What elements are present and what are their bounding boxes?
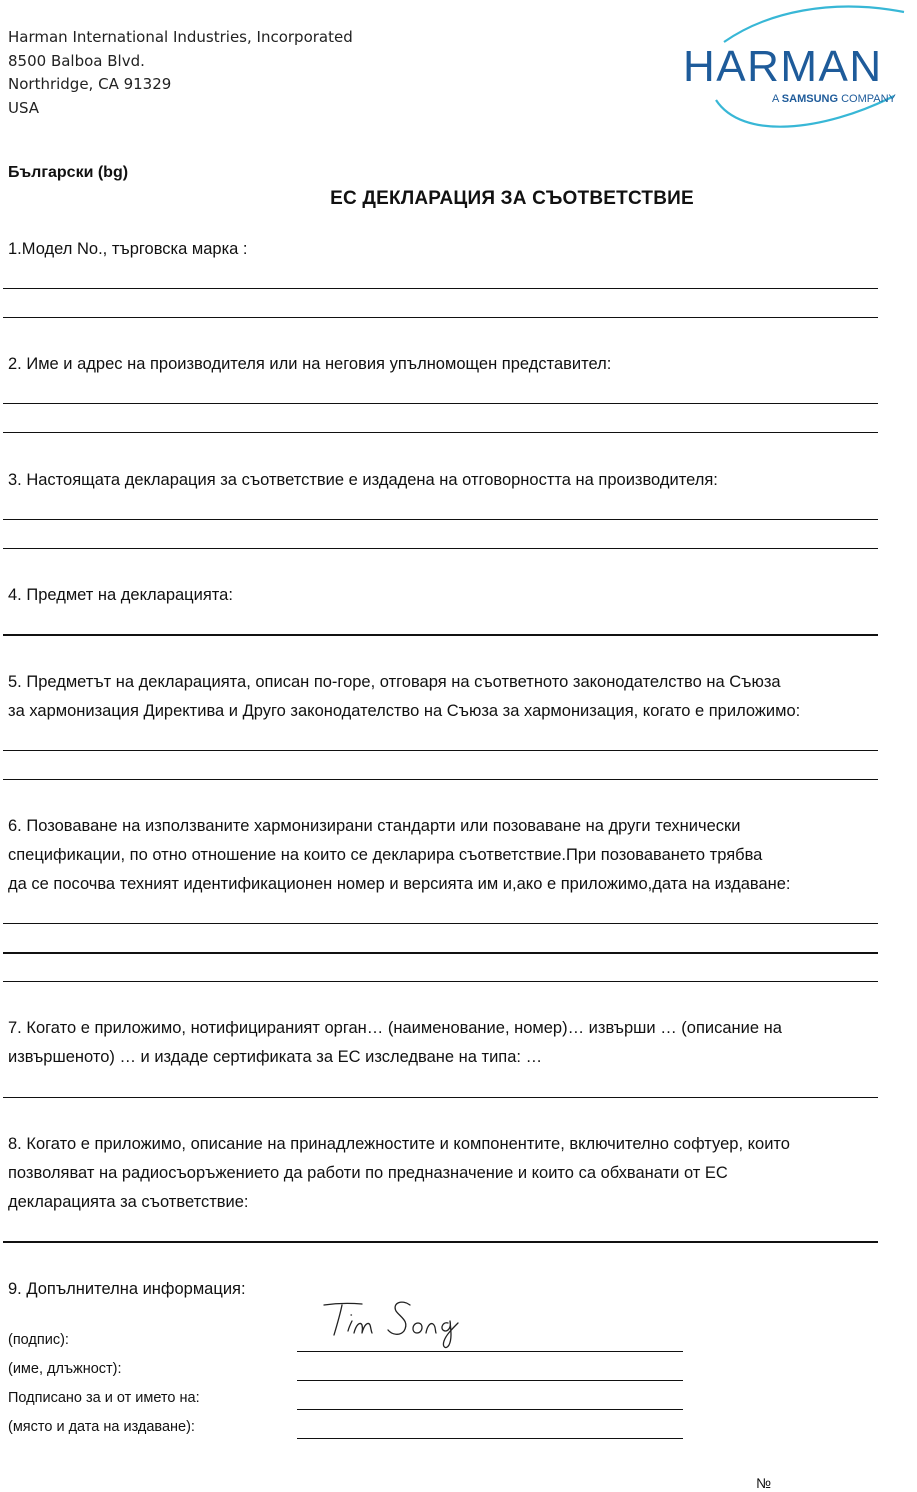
item-3-line-1 xyxy=(3,519,878,520)
item-9-text: 9. Допълнителна информация: xyxy=(8,1280,246,1298)
name-title-label: (име, длъжност): xyxy=(8,1361,122,1377)
logo-tagline: A SAMSUNG COMPANY xyxy=(772,93,896,105)
item-8-line-1 xyxy=(3,1241,878,1243)
harman-logo xyxy=(672,0,917,132)
item-6-line-c: да се посочва техният идентификационен номер и версията им и,ако е приложимо,дата на издаване: xyxy=(8,875,791,893)
language-label: Български (bg) xyxy=(8,164,129,181)
page-title: ЕС ДЕКЛАРАЦИЯ ЗА СЪОТВЕТСТВИЕ xyxy=(330,188,694,209)
item-6-line-a: 6. Позоваване на използваните хармонизирани стандарти или позоваване на други технически xyxy=(8,817,741,835)
address-line: 8500 Balboa Blvd. xyxy=(8,51,145,70)
item-7-line-b: извършеното) … и издаде сертификата за ЕС изследване на типа: … xyxy=(8,1048,543,1066)
item-6-line-3 xyxy=(3,981,878,982)
item-2-line-1 xyxy=(3,403,878,404)
item-8-line-a: 8. Когато е приложимо, описание на принадлежностите и компонентите, включително софтуер, които xyxy=(8,1135,790,1153)
item-5-line-1 xyxy=(3,750,878,751)
address-line: Northridge, CA 91329 xyxy=(8,75,172,93)
address-line: Harman International Industries, Incorporated xyxy=(8,28,353,46)
item-4-line-1 xyxy=(3,634,878,636)
place-date-line xyxy=(297,1438,683,1439)
item-6-line-b: спецификации, по отно отношение на които се декларира съответствие.При позоваването трябва xyxy=(8,846,763,864)
logo-wordmark: HARMAN xyxy=(683,42,883,91)
place-date-label: (място и дата на издаване): xyxy=(8,1419,195,1435)
item-6-line-1 xyxy=(3,923,878,924)
item-1-line-2 xyxy=(3,317,878,318)
signed-for-line xyxy=(297,1409,683,1410)
signature-label: (подпис): xyxy=(8,1332,69,1348)
company-address xyxy=(8,26,438,120)
address-line: USA xyxy=(8,98,40,117)
handwritten-signature xyxy=(318,1293,468,1351)
document-number-sign: № xyxy=(756,1475,772,1491)
item-7-line-1 xyxy=(3,1097,878,1098)
item-2-line-2 xyxy=(3,432,878,433)
item-8-line-b: позволяват на радиосъоръжението да работи по предназначение и които са обхванати от ЕС xyxy=(8,1164,728,1182)
item-3-line-2 xyxy=(3,548,878,549)
item-5-line-2 xyxy=(3,779,878,780)
logo-swoosh-upper xyxy=(724,7,904,42)
item-7-line-a: 7. Когато е приложимо, нотифицираният орган… (наименование, номер)… извърши … (описание на xyxy=(8,1019,782,1037)
item-8-line-c: декларацията за съответствие: xyxy=(8,1193,249,1211)
signed-for-label: Подписано за и от името на: xyxy=(8,1390,200,1406)
item-3-text: 3. Настоящата декларация за съответствие е издадена на отговорността на производителя: xyxy=(8,471,718,489)
item-1-line-1 xyxy=(3,288,878,289)
item-5-line-a: 5. Предметът на декларацията, описан по-горе, отговаря на съответното законодателство на Съюза xyxy=(8,673,781,691)
signature-line xyxy=(297,1351,683,1352)
item-6-line-2 xyxy=(3,952,878,954)
item-5-line-b: за хармонизация Директива и Друго законодателство на Съюза за хармонизация, когато е приложимо: xyxy=(8,702,801,720)
item-2-text: 2. Име и адрес на производителя или на неговия упълномощен представител: xyxy=(8,355,612,373)
name-title-line xyxy=(297,1380,683,1381)
item-4-text: 4. Предмет на декларацията: xyxy=(8,586,233,604)
item-1-text: 1.Модел No., търговска марка : xyxy=(8,240,248,258)
